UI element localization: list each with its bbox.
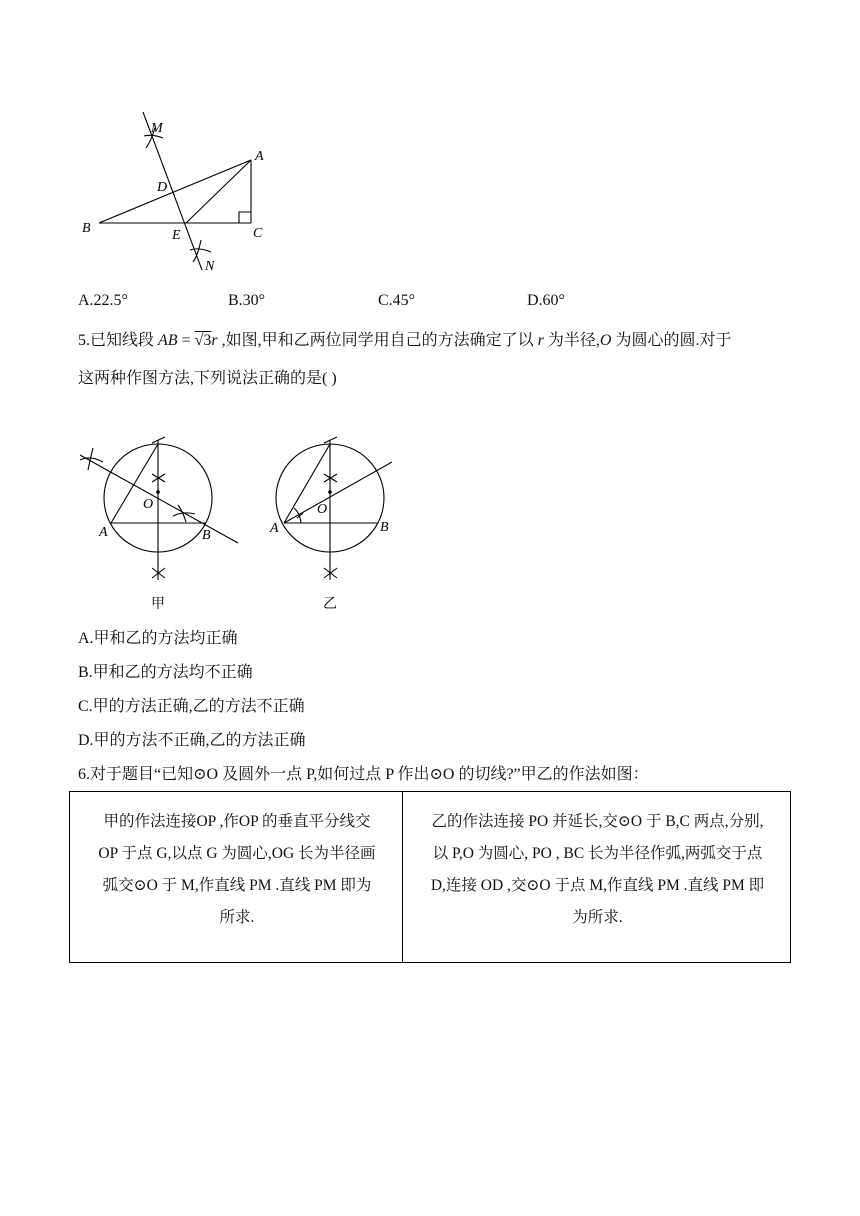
q5-stem-text-2: ,如图,甲和乙两位同学用自己的方法确定了以: [217, 332, 538, 349]
q6-jia-line: 所求.: [219, 909, 255, 926]
q5-o: O: [599, 332, 612, 349]
q5-stem-text-4: 为圆心的圆.对于: [611, 332, 732, 349]
q5-ab: AB: [158, 332, 178, 349]
q6-yi-line: 乙的作法连接 PO 并延长,交⊙O 于 B,C 两点,分别,: [431, 813, 764, 830]
q6-method-table: [69, 791, 791, 963]
q5-option-a[interactable]: A.甲和乙的方法均正确: [78, 630, 238, 647]
q4-option-b[interactable]: B.30°: [228, 292, 266, 309]
q4-figure: [70, 100, 300, 285]
q4-label-m: M: [151, 121, 163, 136]
q5-stem-text-3: 为半径,: [543, 332, 600, 349]
q6-jia-line: OP 于点 G,以点 G 为圆心,OG 长为半径画: [98, 845, 376, 862]
q5-stem-text: 5.已知线段: [78, 332, 159, 349]
q5-stem-line2: 这两种作图方法,下列说法正确的是( ): [78, 370, 337, 387]
yi-label-o: O: [317, 502, 328, 517]
q6-yi-line: D,连接 OD ,交⊙O 于点 M,作直线 PM .直线 PM 即: [430, 877, 765, 894]
q5-figure-jia: [70, 400, 260, 615]
q5-option-c[interactable]: C.甲的方法正确,乙的方法不正确: [78, 698, 305, 715]
q4-options: [78, 290, 778, 312]
q6-yi-line: 为所求.: [572, 909, 623, 926]
yi-label-b: B: [380, 520, 389, 535]
q5-stem-line1: [78, 330, 731, 352]
q4-label-a: A: [255, 149, 264, 164]
jia-label-o: O: [143, 497, 154, 512]
q4-label-e: E: [172, 228, 181, 243]
q6-jia-line: 弧交⊙O 于 M,作直线 PM .直线 PM 即为: [102, 877, 372, 894]
q6-yi-line: 以 P,O 为圆心, PO , BC 长为半径作弧,两弧交于点: [432, 845, 763, 862]
q4-label-b: B: [82, 221, 91, 236]
q6-jia-method: [70, 792, 403, 963]
jia-label-b: B: [202, 528, 211, 543]
q5-option-d[interactable]: D.甲的方法不正确,乙的方法正确: [78, 732, 306, 749]
jia-caption: 甲: [151, 596, 165, 612]
q5-r-2: r: [537, 332, 544, 349]
q4-label-n: N: [205, 259, 215, 274]
q6-yi-method: [403, 792, 791, 963]
q6-stem: 6.对于题目“已知⊙O 及圆外一点 P,如何过点 P 作出⊙O 的切线?”甲乙的作法如图：: [78, 766, 649, 783]
q4-label-c: C: [253, 226, 263, 241]
q5-option-b[interactable]: B.甲和乙的方法均不正确: [78, 664, 253, 681]
yi-caption: 乙: [323, 596, 337, 612]
q5-r: r: [211, 332, 218, 349]
q4-option-c[interactable]: C.45°: [378, 292, 416, 309]
yi-label-a: A: [270, 521, 279, 536]
q5-eq: =: [177, 332, 195, 349]
q5-figure-yi: [262, 400, 412, 615]
q5-sqrt: √3: [194, 332, 212, 349]
q4-option-d[interactable]: D.60°: [527, 292, 565, 309]
q4-label-d: D: [157, 180, 168, 195]
jia-label-a: A: [99, 525, 108, 540]
q6-jia-line: 甲的作法连接OP ,作OP 的垂直平分线交: [103, 813, 371, 830]
q4-option-a[interactable]: A.22.5°: [78, 292, 128, 309]
